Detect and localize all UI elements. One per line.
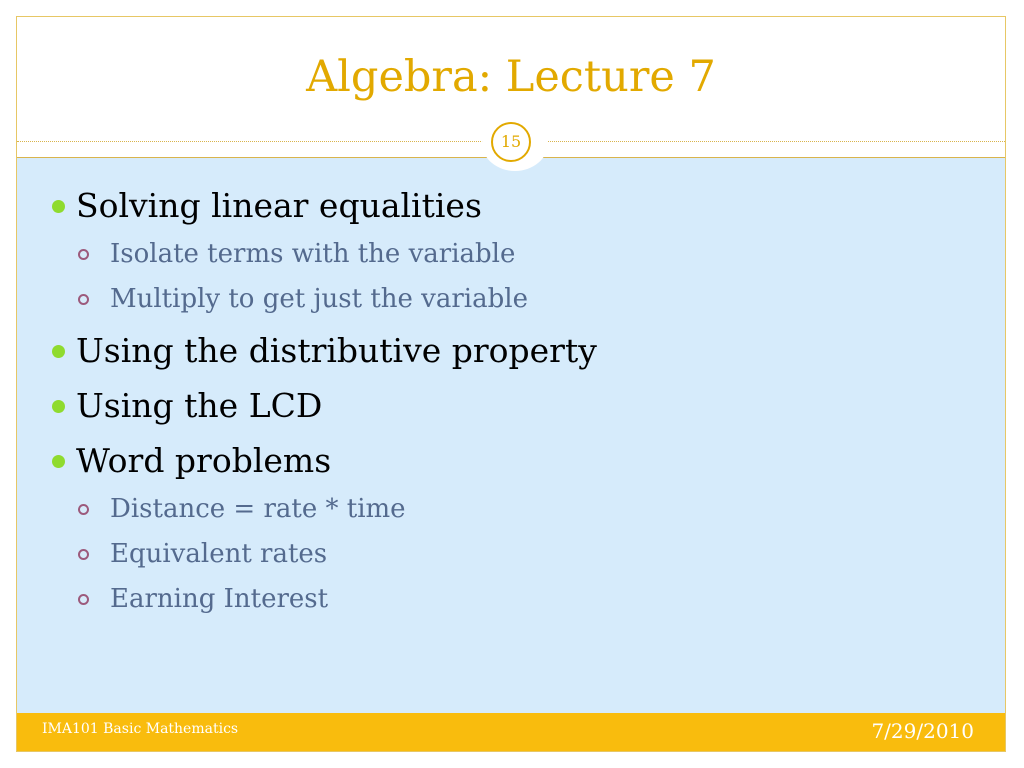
bullet-list [41,180,961,622]
hollow-circle-bullet-icon [78,504,89,515]
content-panel [17,157,1005,715]
bullet-item-distributive-property [41,325,961,377]
slide-title: Algebra: Lecture 7 [306,52,716,102]
footer-bar [17,713,1005,751]
bullet-item-word-problems [41,435,961,622]
bullet-item-lcd [41,380,961,432]
slide-number: 15 [491,122,531,162]
sub-bullet-item-distance [76,487,961,532]
bullet-item-solving-linear-equalities [41,180,961,322]
footer-date: 7/29/2010 [871,719,974,743]
filled-circle-bullet-icon [52,200,65,213]
hollow-circle-bullet-icon [78,294,89,305]
bullet-label: Using the LCD [76,386,323,425]
slide [16,16,1006,752]
filled-circle-bullet-icon [52,455,65,468]
bullet-label: Solving linear equalities [76,186,482,225]
sub-bullet-label: Distance = rate * time [110,494,406,524]
sub-bullet-item-equivalent-rates [76,532,961,577]
sub-bullet-item-multiply [76,277,961,322]
sub-bullet-item-earning-interest [76,577,961,622]
sub-bullet-item-isolate-terms [76,232,961,277]
slide-number-badge [482,115,548,171]
bullet-label: Word problems [76,441,332,480]
hollow-circle-bullet-icon [78,594,89,605]
filled-circle-bullet-icon [52,400,65,413]
hollow-circle-bullet-icon [78,249,89,260]
sub-bullet-label: Isolate terms with the variable [110,239,516,269]
hollow-circle-bullet-icon [78,549,89,560]
filled-circle-bullet-icon [52,345,65,358]
sub-bullet-label: Equivalent rates [110,539,328,569]
sub-bullet-list [76,232,961,322]
footer-course: IMA101 Basic Mathematics [42,721,239,737]
bullet-label: Using the distributive property [76,331,597,370]
sub-bullet-label: Earning Interest [110,584,329,614]
sub-bullet-label: Multiply to get just the variable [110,284,528,314]
sub-bullet-list [76,487,961,622]
